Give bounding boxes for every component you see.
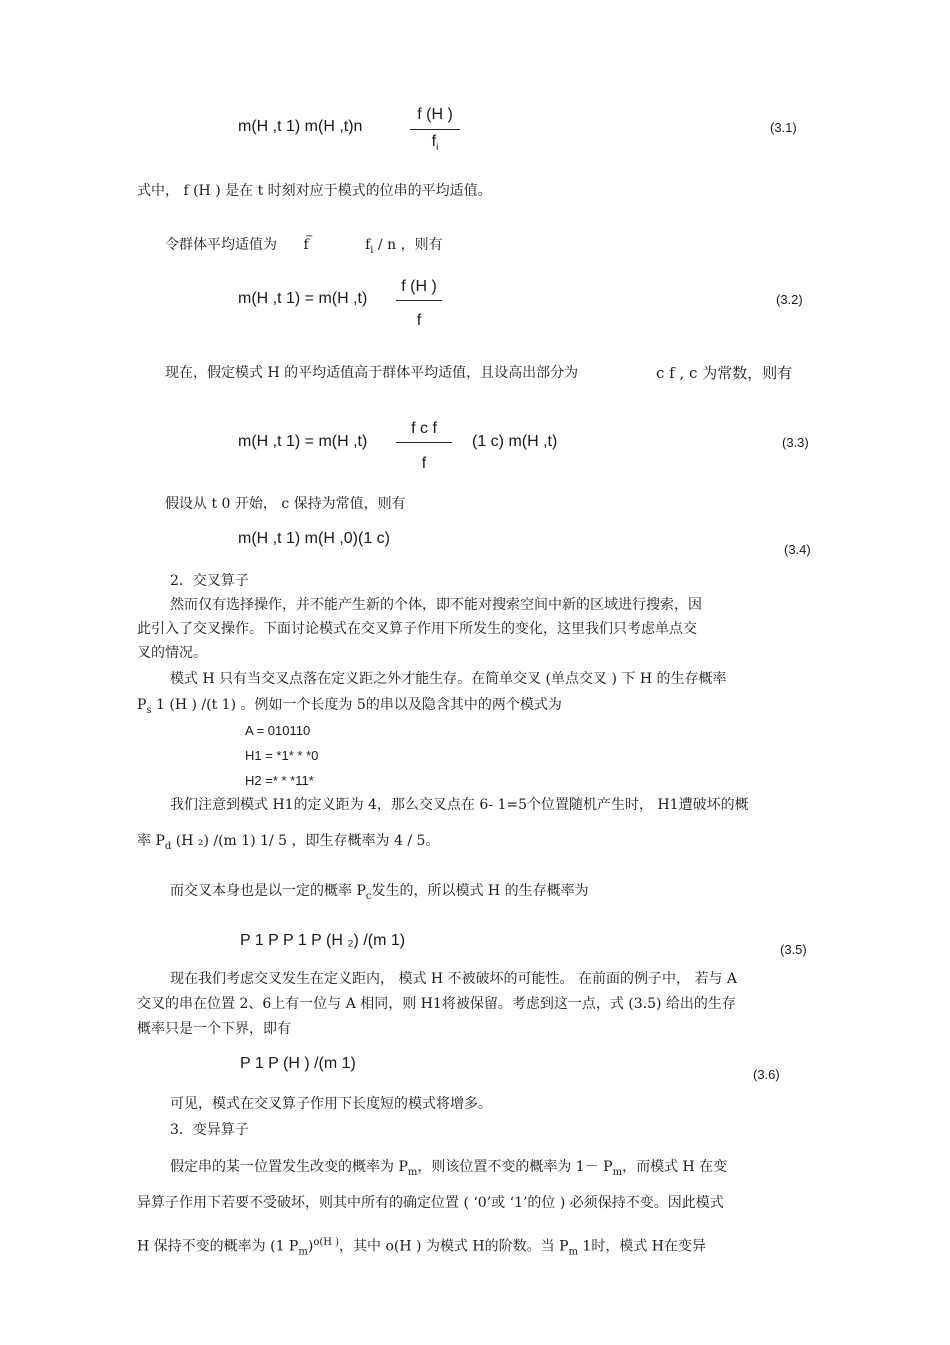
para-xianzai: 现在，假定模式 H 的平均适值高于群体平均适值，且设高出部分为	[165, 365, 579, 381]
section-mutation-heading: 3．变异算子	[170, 1122, 249, 1138]
eq35: P 1 P P 1 P (H ₂) /(m 1)	[240, 932, 406, 949]
eq33-rhs: (1 c) m(H ,t)	[472, 433, 558, 450]
para-jiashe: 假设从 t 0 开始， c 保持为常值，则有	[165, 496, 406, 512]
para-ling: 令群体平均适值为 − f $f_i$ / n ，则有	[165, 231, 443, 256]
para-ran-2: 此引入了交叉操作。下面讨论模式在交叉算子作用下所发生的变化，这里我们只考虑单点交	[137, 621, 697, 637]
para-ran-3: 叉的情况。	[137, 645, 207, 661]
para-jd-3: H 保持不变的概率为 (1 $P_m)^{o(H )}$，其中 o(H ) 为模式 H的阶数。当 $P_m$ 1时，模式 H在变异	[137, 1237, 707, 1258]
eq32-lhs: m(H ,t 1) = m(H ,t)	[238, 290, 368, 307]
eq31-denominator: $f_i$	[431, 133, 439, 154]
code-A: A = 010110	[245, 723, 311, 738]
eq33-fraction-bar	[396, 442, 452, 443]
eq33-numerator: f c f	[411, 420, 437, 437]
eq31-fraction-bar	[410, 129, 460, 130]
eq31-number: (3.1)	[770, 120, 797, 135]
para-ran-1: 然而仅有选择操作，并不能产生新的个体，即不能对搜索空间中新的区域进行搜索，因	[170, 597, 702, 613]
para-jd-1: 假定串的某一位置发生改变的概率为 $P_m$，则该位置不变的概率为 $1- P_m$，而模式 H 在变	[170, 1159, 728, 1178]
eq32-denominator: f	[416, 312, 422, 329]
para-lv: 率 $P_d$ (H ₂) /(m 1) 1/ 5 ，即生存概率为 4 / 5。	[137, 833, 440, 852]
para-xz-2: 交叉的串在位置 2、6上有一位与 A 相同，则 H1将被保留。考虑到这一点，式 (3.5) 给出的生存	[137, 996, 736, 1012]
eq33-denominator: f	[421, 455, 427, 472]
para-er: 而交叉本身也是以一定的概率 $P_c$发生的，所以模式 H 的生存概率为	[170, 883, 589, 902]
para-jd-2: 异算子作用下若要不受破坏，则其中所有的确定位置 ( ‘0’或 ‘1’的位 ) 必须保持不变。因此模式	[137, 1195, 724, 1211]
para-xz-3: 概率只是一个下界，即有	[137, 1021, 291, 1037]
eq31-lhs: m(H ,t 1) m(H ,t)n	[238, 118, 363, 135]
eq34: m(H ,t 1) m(H ,0)(1 c)	[238, 530, 390, 547]
eq34-number: (3.4)	[784, 542, 811, 557]
para-kejian: 可见，模式在交叉算子作用下长度短的模式将增多。	[170, 1096, 492, 1112]
eq36-number: (3.6)	[753, 1067, 780, 1082]
para-moshi-1: 模式 H 只有当交叉点落在定义距之外才能生存。在简单交叉 (单点交叉 ) 下 H 的生存概率	[170, 671, 727, 687]
code-H1: H1 = *1* * *0	[245, 748, 319, 763]
eq35-number: (3.5)	[780, 942, 807, 957]
eq32-number: (3.2)	[776, 292, 803, 307]
section-crossover-heading: 2．交叉算子	[170, 573, 249, 589]
para-xianzai-c: c f , c 为常数，则有	[656, 364, 793, 382]
eq33-number: (3.3)	[782, 435, 809, 450]
eq32-fraction-bar	[396, 300, 442, 301]
eq33-lhs: m(H ,t 1) = m(H ,t)	[238, 433, 368, 450]
eq36: P 1 P (H ) /(m 1)	[240, 1055, 356, 1072]
para-moshi-2: $P_s$ 1 (H ) /(t 1) 。例如一个长度为 5的串以及隐含其中的两个模式为	[137, 697, 562, 716]
code-H2: H2 =* * *11*	[245, 773, 314, 788]
eq31-numerator: f (H )	[417, 106, 453, 123]
para-women: 我们注意到模式 H1的定义距为 4，那么交叉点在 6- 1=5个位置随机产生时， H1遭破坏的概	[170, 797, 749, 813]
eq32-numerator: f (H )	[401, 278, 437, 295]
para-shizhong: 式中， f (H ) 是在 t 时刻对应于模式的位串的平均适值。	[137, 183, 492, 199]
para-xz-1: 现在我们考虑交叉发生在定义距内， 模式 H 不被破坏的可能性。 在前面的例子中， 若与 A	[170, 971, 738, 987]
